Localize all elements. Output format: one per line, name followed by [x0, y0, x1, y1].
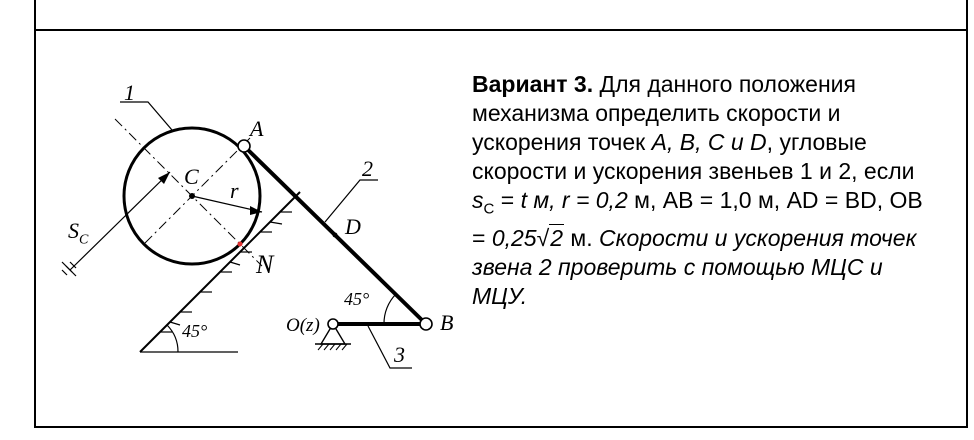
label-angle-b: 45°: [344, 289, 370, 309]
joint-a: [238, 140, 250, 152]
task-text-7: Скорости и ускорения точек звена 2 проверить с помощью МЦС и МЦУ.: [472, 224, 917, 309]
task-statement: [472, 70, 942, 311]
label-link-1: 1: [124, 80, 135, 105]
sc-ground-hatch: [62, 262, 76, 276]
point-d: [333, 233, 338, 238]
task-sc-sub: C: [483, 200, 495, 218]
task-text-4: =: [494, 187, 521, 213]
label-sc-main: S: [68, 218, 79, 243]
label-point-n: N: [256, 250, 274, 279]
angle-arc-b: [384, 294, 396, 324]
task-text-1: Для данного положения механизма определить скорости и ускорения точек: [472, 71, 856, 155]
label-point-a: A: [250, 116, 264, 141]
joint-b: [420, 318, 432, 330]
label-pivot-o: O(z): [286, 315, 320, 336]
task-title: Вариант 3.: [472, 71, 594, 97]
leader-1: [120, 102, 172, 130]
leader-3: [368, 326, 412, 368]
label-angle-incline: 45°: [182, 321, 208, 341]
label-point-b: B: [440, 310, 454, 335]
task-sc-symbol: s: [472, 187, 484, 213]
task-ob-root: 2: [550, 224, 564, 251]
task-text-5: м, AB = 1,0 м, AD = BD, OB =: [472, 187, 923, 251]
label-point-c: C: [184, 164, 199, 189]
label-sc-sub: C: [79, 232, 89, 248]
pivot-o: [328, 319, 338, 329]
center-c-dot: [189, 193, 195, 199]
angle-arc-bottom: [167, 325, 178, 352]
contact-point-n: [238, 242, 243, 247]
task-sqrt: [537, 224, 564, 253]
task-text-6: м.: [564, 224, 593, 251]
task-point-d: и D: [730, 129, 767, 155]
task-ob-value: 0,25: [491, 224, 537, 251]
task-sc-value: t м, r = 0,2: [520, 187, 628, 213]
task-points-abc: A, B, C: [651, 129, 725, 155]
label-sc: [68, 220, 88, 247]
label-radius: r: [230, 178, 239, 203]
task-text-3: , угловые скорости и ускорения звеньев 1 и 2, если: [472, 129, 915, 184]
sqrt-radical-icon: √: [536, 224, 550, 251]
label-point-d: D: [345, 214, 361, 239]
pivot-ground-hatch: [318, 344, 347, 350]
label-link-2: 2: [362, 156, 373, 181]
label-link-3: 3: [394, 342, 405, 367]
